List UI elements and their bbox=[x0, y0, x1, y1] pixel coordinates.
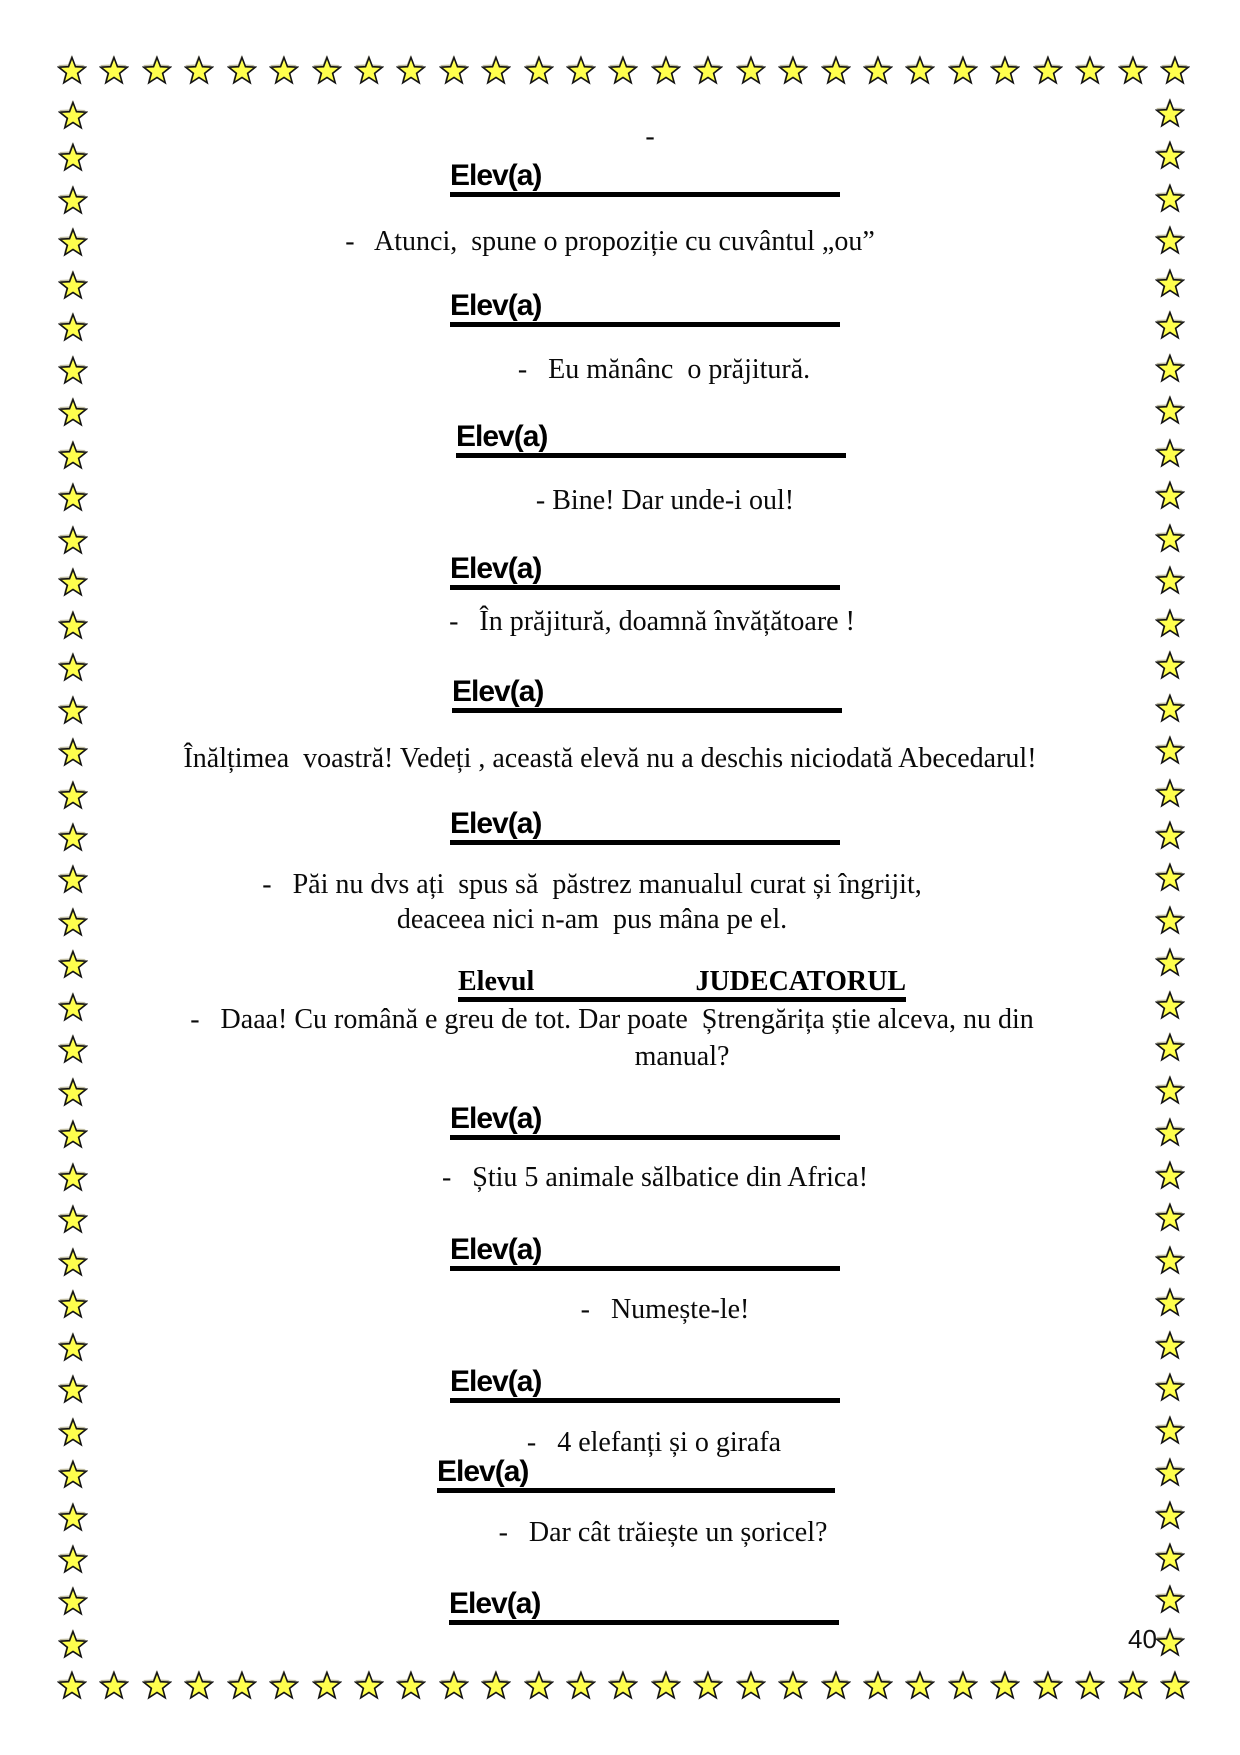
star-icon bbox=[1155, 820, 1185, 850]
star-icon bbox=[58, 822, 88, 852]
star-icon bbox=[1155, 1245, 1185, 1275]
star-icon bbox=[651, 55, 681, 85]
star-icon bbox=[58, 1629, 88, 1659]
star-icon bbox=[58, 312, 88, 342]
star-icon bbox=[58, 567, 88, 597]
star-icon bbox=[990, 1670, 1020, 1700]
star-icon bbox=[1155, 268, 1185, 298]
elev-label: Elev(a) bbox=[450, 1103, 840, 1140]
star-icon bbox=[58, 270, 88, 300]
dialogue-daaa: - Daaa! Cu română e greu de tot. Dar poate Ștrengărița știe alceva, nu din bbox=[190, 1004, 1034, 1035]
star-icon bbox=[948, 55, 978, 85]
star-icon bbox=[1155, 905, 1185, 935]
star-icon bbox=[821, 1670, 851, 1700]
star-icon bbox=[1155, 438, 1185, 468]
star-icon bbox=[184, 1670, 214, 1700]
star-icon bbox=[57, 55, 87, 85]
star-icon bbox=[863, 1670, 893, 1700]
star-icon bbox=[1033, 55, 1063, 85]
star-icon bbox=[58, 1077, 88, 1107]
star-icon bbox=[1160, 55, 1190, 85]
star-icon bbox=[227, 55, 257, 85]
star-icon bbox=[58, 1204, 88, 1234]
dialogue-atunci: - Atunci, spune o propoziție cu cuvântul „ou” bbox=[345, 226, 875, 257]
star-icon bbox=[58, 1459, 88, 1489]
star-icon bbox=[524, 55, 554, 85]
star-icon bbox=[905, 1670, 935, 1700]
star-icon bbox=[1155, 523, 1185, 553]
star-icon bbox=[1075, 1670, 1105, 1700]
star-icon bbox=[142, 1670, 172, 1700]
star-icon bbox=[651, 1670, 681, 1700]
star-icon bbox=[608, 55, 638, 85]
star-icon bbox=[58, 1247, 88, 1277]
star-icon bbox=[142, 55, 172, 85]
star-icon bbox=[1155, 778, 1185, 808]
star-icon bbox=[778, 1670, 808, 1700]
star-icon bbox=[58, 100, 88, 130]
star-icon bbox=[57, 1670, 87, 1700]
elev-label: Elev(a) bbox=[450, 1366, 840, 1403]
star-icon bbox=[1075, 55, 1105, 85]
star-icon bbox=[58, 780, 88, 810]
dash-line: - bbox=[645, 121, 655, 152]
dialogue-in-prajitura: - În prăjitură, doamnă învățătoare ! bbox=[449, 606, 855, 637]
elev-label: Elev(a) bbox=[450, 160, 840, 197]
elev-label: Elev(a) bbox=[449, 1588, 839, 1625]
star-icon bbox=[58, 1417, 88, 1447]
star-icon bbox=[58, 1586, 88, 1616]
dialogue-manual: manual? bbox=[634, 1041, 730, 1072]
star-icon bbox=[1155, 862, 1185, 892]
star-icon bbox=[778, 55, 808, 85]
star-icon bbox=[990, 55, 1020, 85]
star-icon bbox=[608, 1670, 638, 1700]
dialogue-dar-cat: - Dar cât trăiește un șoricel? bbox=[498, 1517, 828, 1548]
dialogue-eu-mananc: - Eu mănânc o prăjitură. bbox=[517, 354, 811, 385]
star-icon bbox=[58, 482, 88, 512]
star-icon bbox=[1155, 1075, 1185, 1105]
star-icon bbox=[354, 1670, 384, 1700]
elev-label: Elev(a) bbox=[452, 676, 842, 713]
star-icon bbox=[821, 55, 851, 85]
star-icon bbox=[58, 1374, 88, 1404]
dialogue-deaceea: deaceea nici n-am pus mâna pe el. bbox=[396, 904, 788, 935]
star-icon bbox=[1155, 1457, 1185, 1487]
star-icon bbox=[1155, 1117, 1185, 1147]
elev-label: Elev(a) bbox=[456, 421, 846, 458]
star-icon bbox=[1155, 735, 1185, 765]
star-icon bbox=[58, 1119, 88, 1149]
star-icon bbox=[1155, 565, 1185, 595]
star-icon bbox=[58, 440, 88, 470]
star-icon bbox=[1155, 1330, 1185, 1360]
star-icon bbox=[1033, 1670, 1063, 1700]
elev-label: Elev(a) bbox=[437, 1456, 835, 1493]
star-icon bbox=[905, 55, 935, 85]
star-icon bbox=[1155, 990, 1185, 1020]
star-icon bbox=[439, 1670, 469, 1700]
dialogue-numeste: - Numește-le! bbox=[580, 1294, 750, 1325]
dialogue-bine: - Bine! Dar unde-i oul! bbox=[535, 485, 795, 516]
star-icon bbox=[58, 1544, 88, 1574]
star-icon bbox=[439, 55, 469, 85]
star-icon bbox=[269, 1670, 299, 1700]
elev-label: Elev(a) bbox=[450, 290, 840, 327]
star-icon bbox=[693, 1670, 723, 1700]
star-icon bbox=[58, 525, 88, 555]
star-icon bbox=[269, 55, 299, 85]
elev-label: Elev(a) bbox=[450, 553, 840, 590]
roles-header-judecatorul: JUDECATORUL bbox=[695, 966, 906, 997]
dialogue-inaltimea: Înălțimea voastră! Vedeți , această elevă nu a deschis niciodată Abecedarul! bbox=[183, 743, 1037, 774]
star-icon bbox=[58, 142, 88, 172]
star-icon bbox=[1155, 1372, 1185, 1402]
elev-label: Elev(a) bbox=[450, 808, 840, 845]
star-icon bbox=[227, 1670, 257, 1700]
star-icon bbox=[693, 55, 723, 85]
star-icon bbox=[1118, 55, 1148, 85]
roles-header bbox=[458, 967, 906, 1002]
star-icon bbox=[481, 55, 511, 85]
star-icon bbox=[58, 397, 88, 427]
star-icon bbox=[184, 55, 214, 85]
star-icon bbox=[1155, 225, 1185, 255]
star-icon bbox=[863, 55, 893, 85]
star-icon bbox=[566, 1670, 596, 1700]
star-icon bbox=[1155, 183, 1185, 213]
star-icon bbox=[58, 1502, 88, 1532]
star-icon bbox=[58, 610, 88, 640]
dialogue-pai-nu-dvs: - Păi nu dvs ați spus să păstrez manualul curat și îngrijit, bbox=[262, 869, 922, 900]
star-icon bbox=[1160, 1670, 1190, 1700]
star-icon bbox=[948, 1670, 978, 1700]
star-icon bbox=[1155, 1584, 1185, 1614]
star-icon bbox=[1155, 693, 1185, 723]
star-icon bbox=[1155, 1627, 1185, 1657]
star-icon bbox=[396, 55, 426, 85]
star-icon bbox=[1155, 395, 1185, 425]
star-icon bbox=[58, 1162, 88, 1192]
star-icon bbox=[58, 355, 88, 385]
star-icon bbox=[354, 55, 384, 85]
roles-header-elevul: Elevul bbox=[458, 966, 535, 997]
dialogue-stiu: - Știu 5 animale sălbatice din Africa! bbox=[441, 1162, 869, 1193]
star-icon bbox=[736, 55, 766, 85]
star-icon bbox=[58, 1289, 88, 1319]
star-icon bbox=[58, 949, 88, 979]
star-icon bbox=[396, 1670, 426, 1700]
star-icon bbox=[58, 1034, 88, 1064]
star-icon bbox=[1155, 947, 1185, 977]
star-icon bbox=[58, 185, 88, 215]
star-icon bbox=[1155, 1202, 1185, 1232]
star-icon bbox=[58, 695, 88, 725]
star-icon bbox=[566, 55, 596, 85]
star-icon bbox=[1155, 650, 1185, 680]
star-icon bbox=[58, 1332, 88, 1362]
elev-label: Elev(a) bbox=[450, 1234, 840, 1271]
page-number: 40 bbox=[1128, 1624, 1157, 1654]
star-icon bbox=[99, 1670, 129, 1700]
star-icon bbox=[99, 55, 129, 85]
star-icon bbox=[1155, 310, 1185, 340]
star-icon bbox=[524, 1670, 554, 1700]
star-icon bbox=[312, 55, 342, 85]
dialogue-elefanti: - 4 elefanți și o girafa bbox=[526, 1427, 782, 1458]
star-icon bbox=[736, 1670, 766, 1700]
star-icon bbox=[481, 1670, 511, 1700]
star-icon bbox=[58, 652, 88, 682]
star-icon bbox=[312, 1670, 342, 1700]
star-icon bbox=[1118, 1670, 1148, 1700]
